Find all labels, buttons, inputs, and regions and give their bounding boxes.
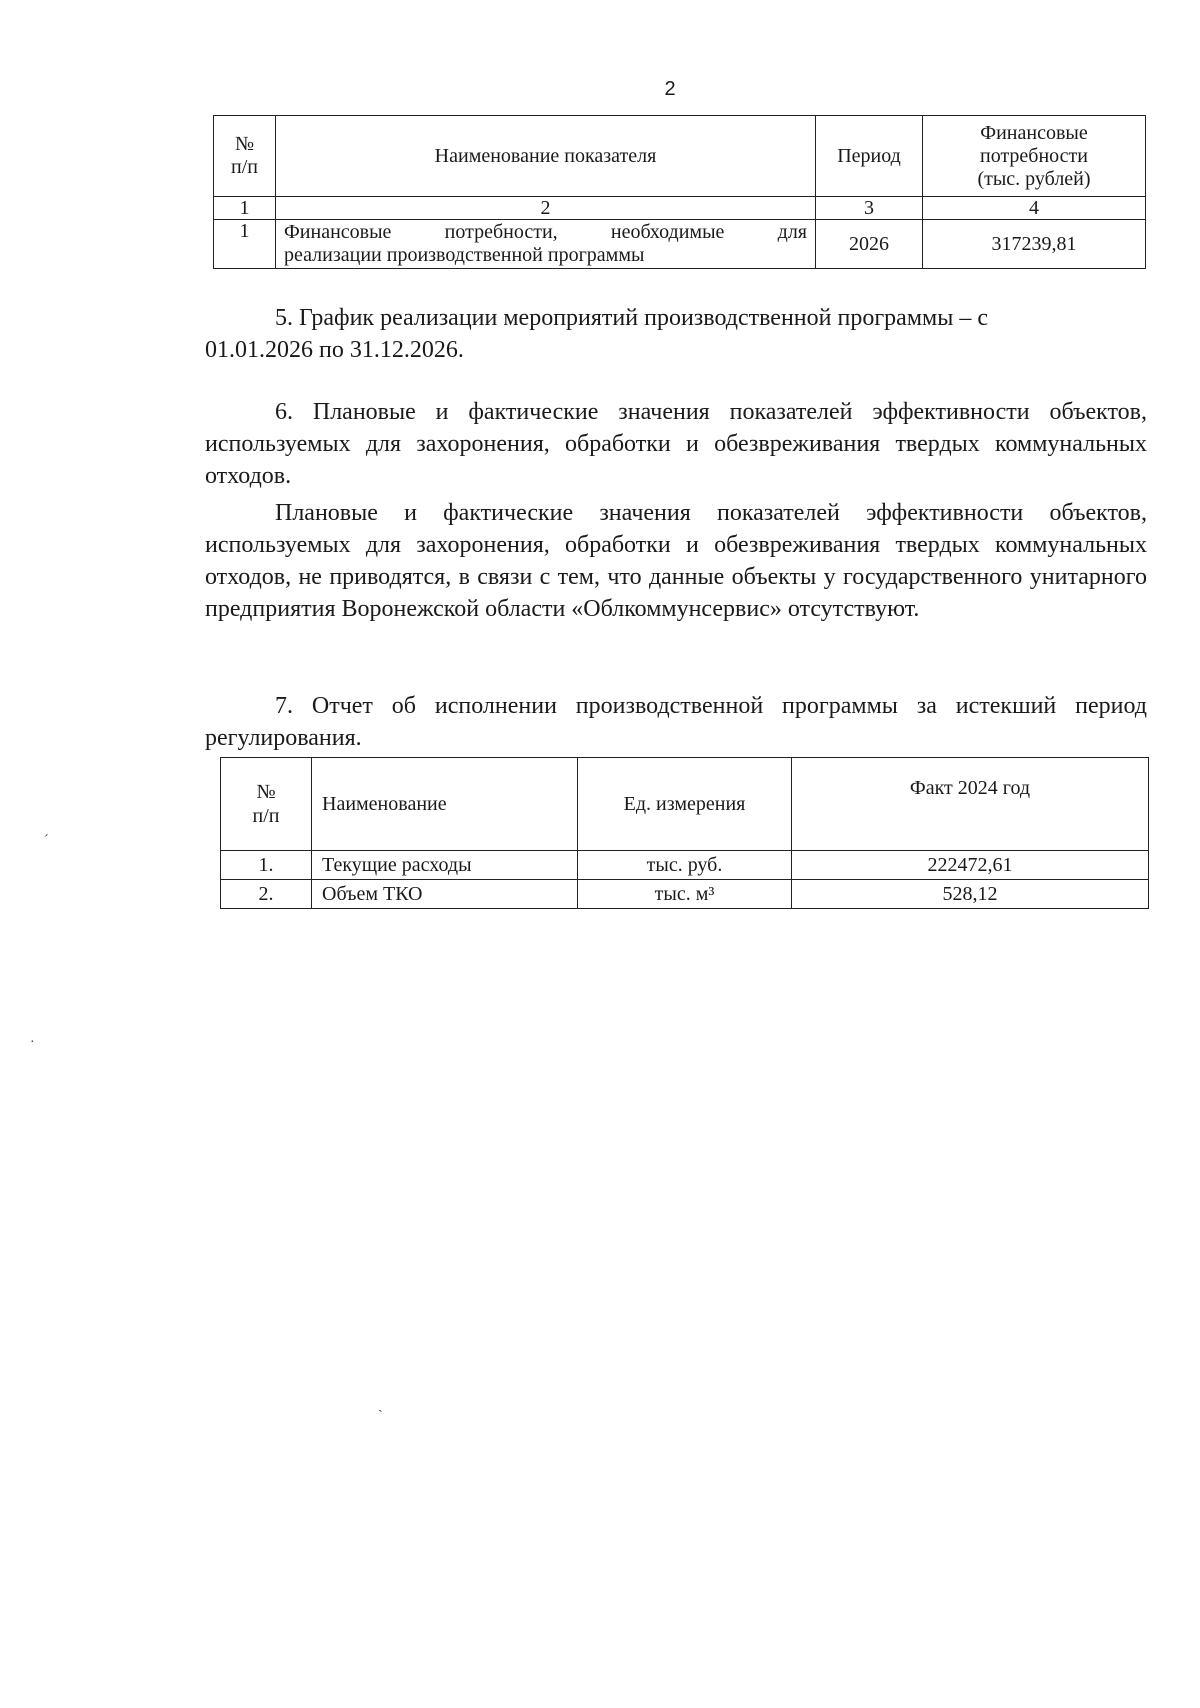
table-header-row bbox=[221, 758, 1149, 851]
row-name: Текущие расходы bbox=[312, 851, 578, 880]
scan-mark: ˊ bbox=[44, 833, 49, 848]
header-unit: Ед. измерения bbox=[578, 758, 792, 851]
row-name: Объем ТКО bbox=[312, 880, 578, 909]
header-num-symbol: № bbox=[256, 781, 276, 803]
section-6-body bbox=[205, 497, 1147, 625]
row-unit: тыс. руб. bbox=[578, 851, 792, 880]
header-fin-line3: (тыс. рублей) bbox=[977, 167, 1091, 190]
header-num-label: п/п bbox=[252, 805, 280, 827]
section-6-body-text: Плановые и фактические значения показателей эффективности объектов, используемых для захоронения, обработки и обезвреживания твердых коммунальных отходов, не приводятся, в связи с тем, что данные объекты у государственного унитарного предприятия Воронежской области «Облкоммунсервис» отсутствуют. bbox=[205, 500, 1147, 622]
row-num: 1. bbox=[221, 851, 312, 880]
section-5-paragraph bbox=[205, 302, 1147, 366]
header-num-label: п/п bbox=[231, 156, 258, 178]
row-indicator-name bbox=[276, 220, 816, 269]
column-number: 1 bbox=[214, 197, 276, 220]
header-fin-line2: потребности bbox=[980, 144, 1088, 167]
scan-mark: ˎ bbox=[378, 1398, 383, 1413]
section-6-heading bbox=[205, 396, 1147, 492]
page-number: 2 bbox=[664, 78, 676, 100]
header-num-symbol: № bbox=[234, 133, 255, 155]
row-value: 317239,81 bbox=[923, 220, 1146, 269]
financial-needs-table bbox=[213, 115, 1146, 269]
table-row bbox=[221, 880, 1149, 909]
section-7-heading bbox=[205, 690, 1147, 754]
section-6-heading-text: 6. Плановые и фактические значения показателей эффективности объектов, используемых для захоронения, обработки и обезвреживания твердых коммунальных отходов. bbox=[205, 399, 1147, 489]
column-number: 2 bbox=[276, 197, 816, 220]
header-fact-2024: Факт 2024 год bbox=[792, 758, 1149, 851]
header-period: Период bbox=[816, 116, 923, 197]
row-fact: 528,12 bbox=[792, 880, 1149, 909]
header-financial-needs bbox=[923, 116, 1146, 197]
row-name-line1: Финансовые потребности, необходимые для bbox=[284, 221, 807, 243]
scan-mark: · bbox=[30, 1035, 35, 1050]
row-unit: тыс. м³ bbox=[578, 880, 792, 909]
row-name-line2: реализации производственной программы bbox=[284, 244, 645, 266]
header-num bbox=[221, 758, 312, 851]
header-indicator-name: Наименование показателя bbox=[276, 116, 816, 197]
table-row bbox=[214, 220, 1146, 269]
column-number: 3 bbox=[816, 197, 923, 220]
column-numbers-row bbox=[214, 197, 1146, 220]
header-num bbox=[214, 116, 276, 197]
row-num: 2. bbox=[221, 880, 312, 909]
row-fact: 222472,61 bbox=[792, 851, 1149, 880]
row-period: 2026 bbox=[816, 220, 923, 269]
column-number: 4 bbox=[923, 197, 1146, 220]
section-5-line1: 5. График реализации мероприятий производственной программы – с bbox=[275, 305, 988, 331]
section-5-line2: 01.01.2026 по 31.12.2026. bbox=[205, 337, 464, 363]
header-fin-line1: Финансовые bbox=[980, 121, 1088, 144]
table-row bbox=[221, 851, 1149, 880]
section-7-heading-text: 7. Отчет об исполнении производственной программы за истекший период регулирования. bbox=[205, 693, 1147, 751]
table-header-row bbox=[214, 116, 1146, 197]
program-execution-report-table bbox=[220, 757, 1149, 909]
row-num: 1 bbox=[214, 220, 276, 269]
header-name: Наименование bbox=[312, 758, 578, 851]
